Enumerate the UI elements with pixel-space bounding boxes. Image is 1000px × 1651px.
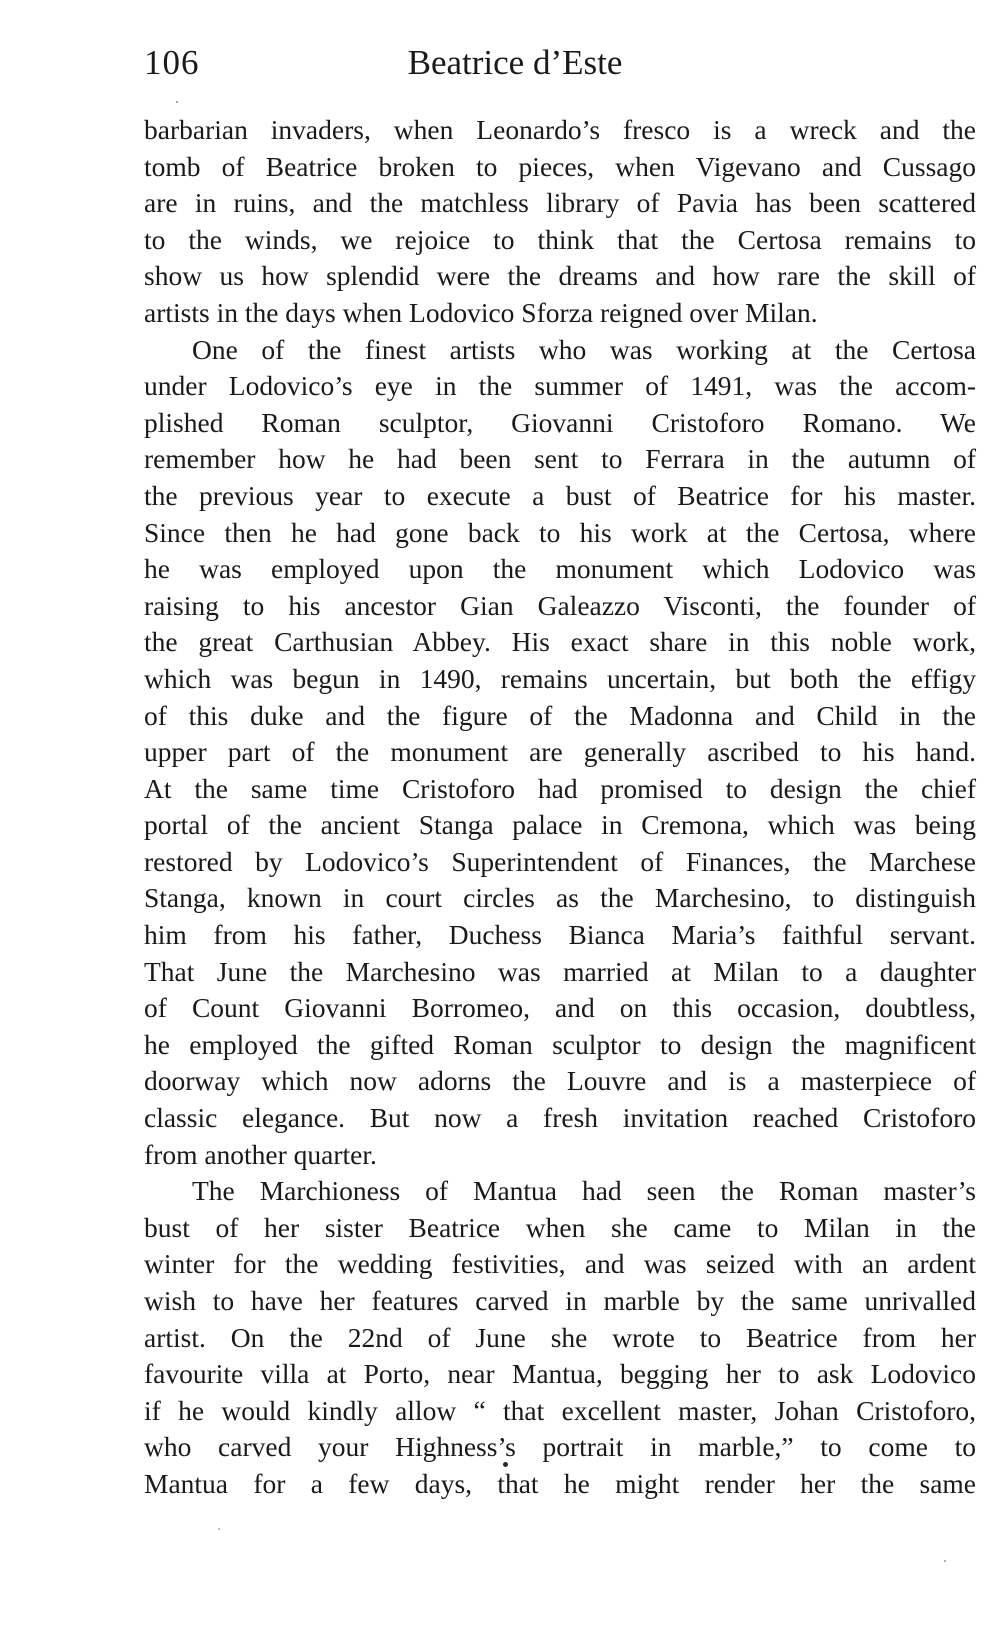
text-line: the previous year to execute a bust of Beatrice for his master. xyxy=(144,479,976,511)
scan-speck xyxy=(503,1462,508,1467)
text-line: raising to his ancestor Gian Galeazzo Visconti, the founder of xyxy=(144,589,976,621)
text-line: doorway which now adorns the Louvre and is a masterpiece of xyxy=(144,1065,976,1097)
text-line: who carved your Highness’s portrait in marble,” to come to xyxy=(144,1431,976,1463)
text-line: wish to have her features carved in marble by the same unrivalled xyxy=(144,1285,976,1316)
running-head xyxy=(144,38,976,88)
text-line: barbarian invaders, when Leonardo’s fresco is a wreck and the xyxy=(144,114,976,145)
text-line: under Lodovico’s eye in the summer of 1491, was the accom- xyxy=(144,370,976,402)
text-line: favourite villa at Porto, near Mantua, begging her to ask Lodovico xyxy=(144,1358,976,1390)
paragraph-start-line: One of the finest artists who was working at the Certosa xyxy=(192,333,976,365)
text-line: to the winds, we rejoice to think that the Certosa remains to xyxy=(144,223,976,255)
scan-speck xyxy=(944,1560,946,1562)
text-line: which was begun in 1490, remains uncertain, but both the effigy xyxy=(144,662,976,694)
text-line: bust of her sister Beatrice when she came to Milan in the xyxy=(144,1211,976,1243)
text-line: artist. On the 22nd of June she wrote to Beatrice from her xyxy=(144,1321,976,1353)
scan-speck xyxy=(218,1528,220,1530)
paragraph-start-line: The Marchioness of Mantua had seen the Roman master’s xyxy=(192,1175,976,1207)
text-line: Since then he had gone back to his work at the Certosa, where xyxy=(144,516,976,548)
running-title: Beatrice d’Este xyxy=(407,43,623,82)
body-text xyxy=(144,112,976,1503)
text-line: if he would kindly allow “ that excellent master, Johan Cristoforo, xyxy=(144,1394,976,1426)
text-line: At the same time Cristoforo had promised to design the chief xyxy=(144,772,976,804)
text-line: classic elegance. But now a fresh invitation reached Cristoforo xyxy=(144,1102,976,1134)
scan-speck xyxy=(176,101,178,103)
text-line: That June the Marchesino was married at Milan to a daughter xyxy=(144,955,976,987)
text-line: plished Roman sculptor, Giovanni Cristoforo Romano. We xyxy=(144,406,976,438)
text-line: artists in the days when Lodovico Sforza reigned over Milan. xyxy=(144,296,818,328)
text-line: him from his father, Duchess Bianca Maria’s faithful servant. xyxy=(144,919,976,951)
text-line: show us how splendid were the dreams and how rare the skill of xyxy=(144,260,976,292)
text-line: portal of the ancient Stanga palace in Cremona, which was being xyxy=(144,809,976,841)
text-line: tomb of Beatrice broken to pieces, when Vigevano and Cussago xyxy=(144,150,976,182)
text-line: winter for the wedding festivities, and was seized with an ardent xyxy=(144,1248,976,1280)
text-line: restored by Lodovico’s Superintendent of Finances, the Marchese xyxy=(144,845,976,877)
text-line: he was employed upon the monument which Lodovico was xyxy=(144,553,976,585)
text-line: remember how he had been sent to Ferrara in the autumn of xyxy=(144,443,976,475)
text-line: of this duke and the figure of the Madonna and Child in the xyxy=(144,699,976,731)
text-line: Mantua for a few days, that he might render her the same xyxy=(144,1467,976,1499)
text-line: upper part of the monument are generally ascribed to his hand. xyxy=(144,736,976,768)
text-line: the great Carthusian Abbey. His exact share in this noble work, xyxy=(144,626,976,658)
text-line: he employed the gifted Roman sculptor to design the magnificent xyxy=(144,1028,976,1060)
text-line: from another quarter. xyxy=(144,1138,377,1170)
text-line: are in ruins, and the matchless library of Pavia has been scattered xyxy=(144,187,976,219)
page-number: 106 xyxy=(144,43,200,82)
text-line: of Count Giovanni Borromeo, and on this occasion, doubtless, xyxy=(144,992,976,1024)
text-line: Stanga, known in court circles as the Marchesino, to distinguish xyxy=(144,882,976,914)
